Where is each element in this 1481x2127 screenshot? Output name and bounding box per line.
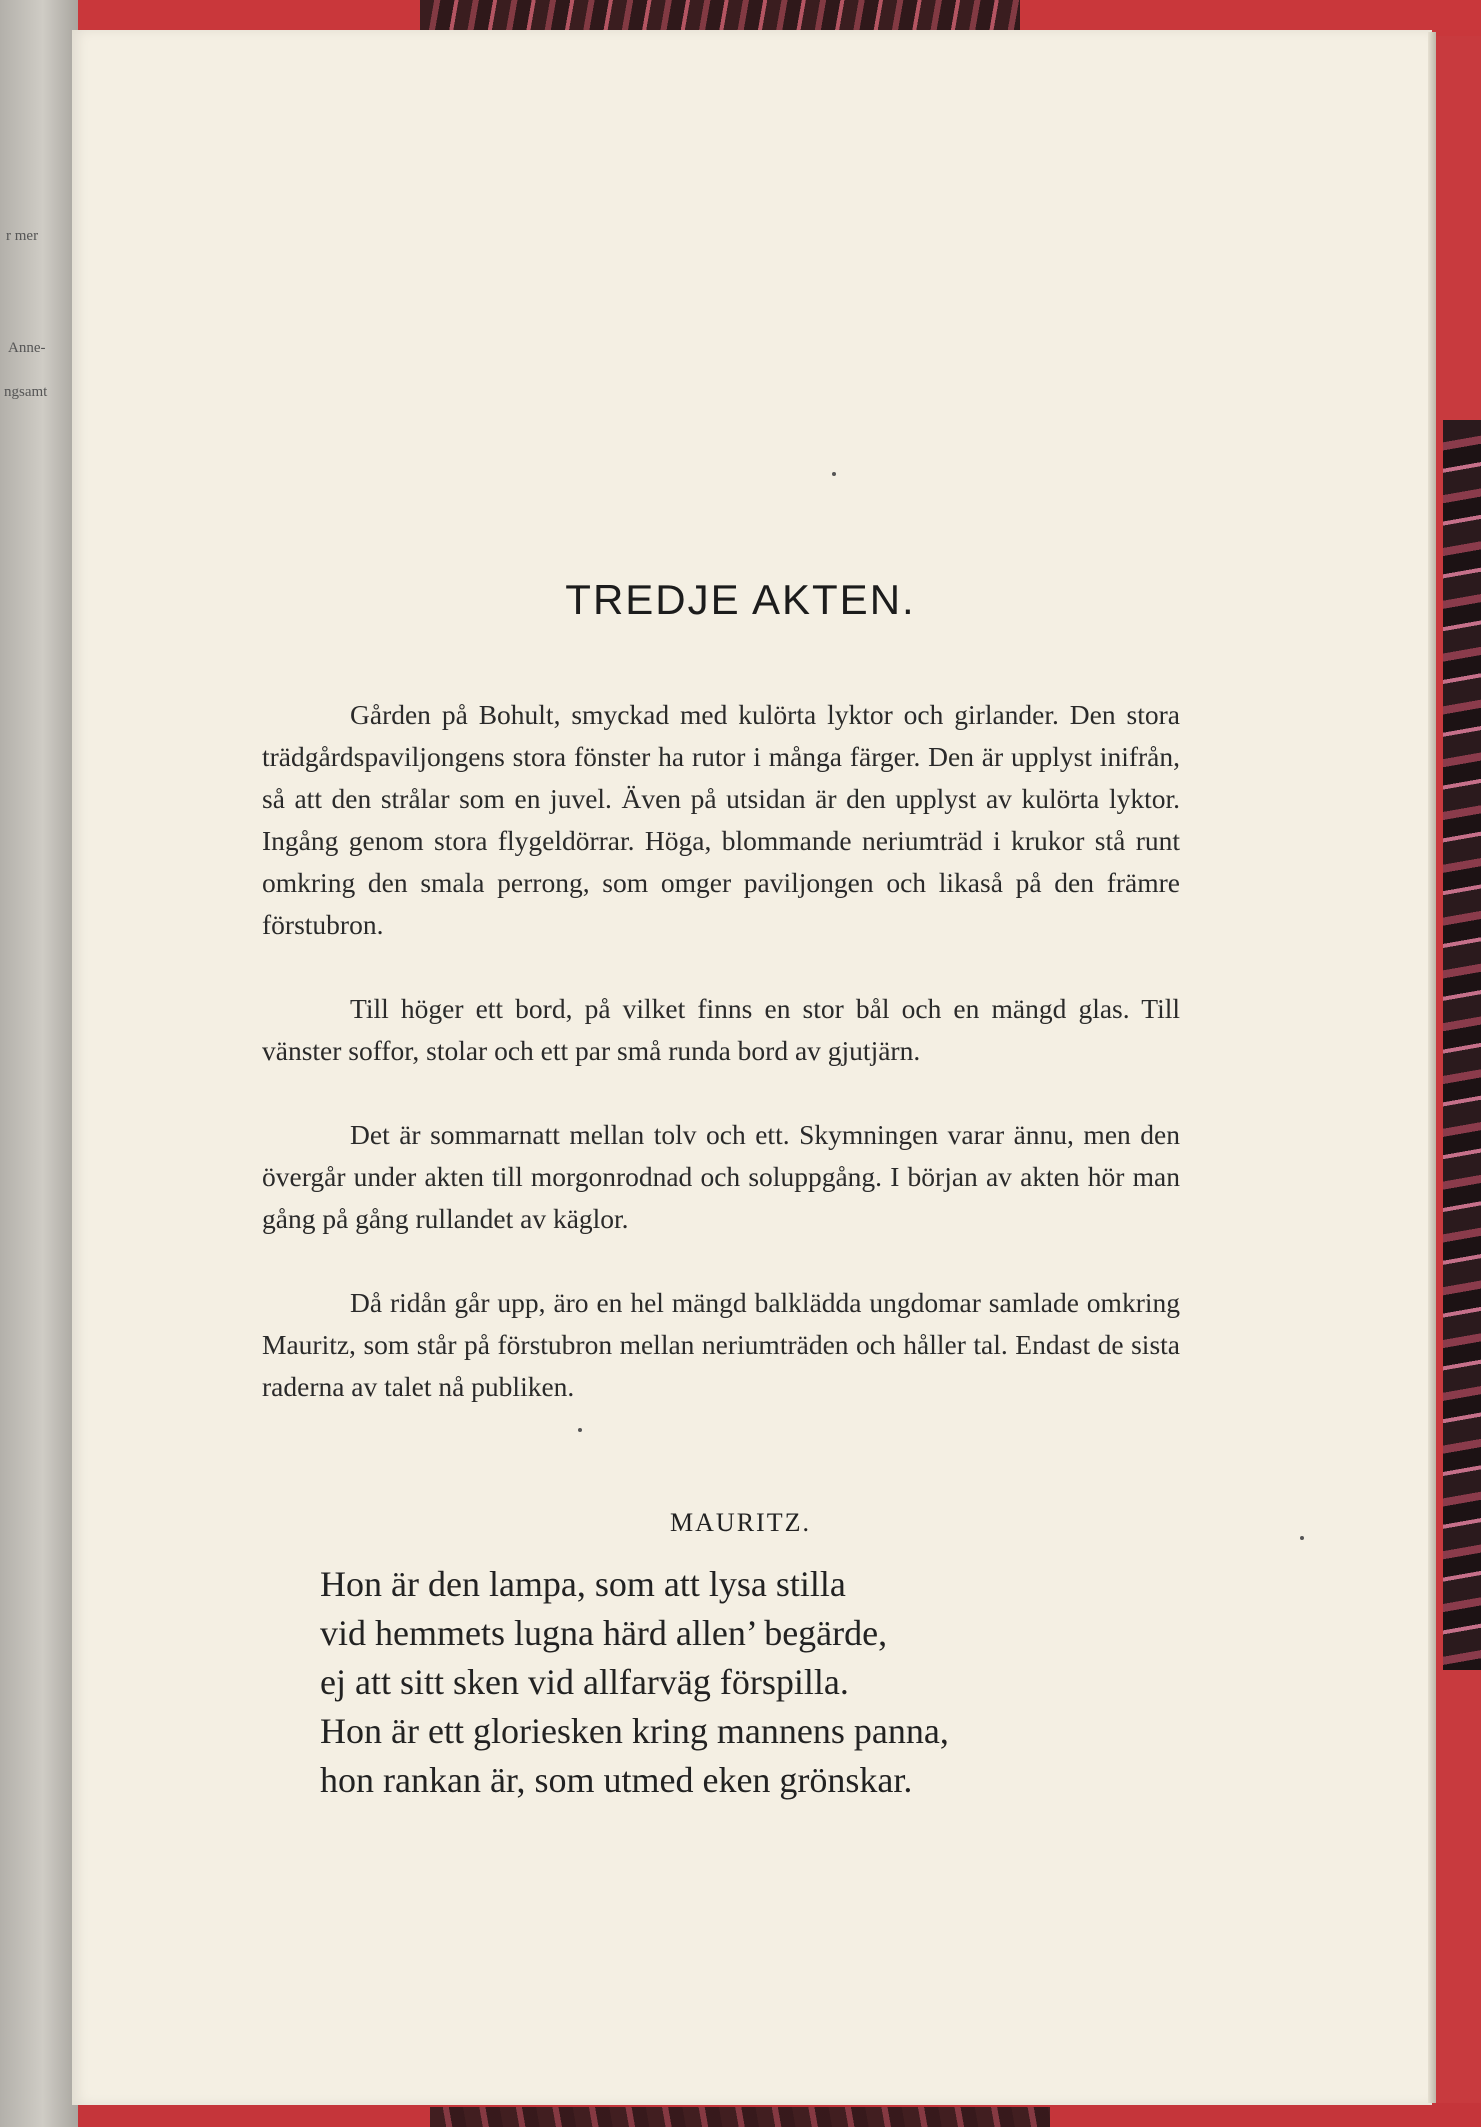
print-speck <box>578 1428 582 1432</box>
adjacent-page-fragment: r mer <box>6 228 39 244</box>
speaker-name: MAURITZ. <box>670 1508 811 1537</box>
marbled-edge-top <box>420 0 1020 30</box>
page-edge <box>1428 32 1436 2103</box>
verse-line: Hon är ett gloriesken kring mannens panna, <box>320 1711 949 1751</box>
verse-line: hon rankan är, som utmed eken grönskar. <box>320 1760 913 1800</box>
verse-block <box>320 1560 1220 1805</box>
verse-line: vid hemmets lugna härd allen’ begärde, <box>320 1613 888 1653</box>
stage-direction-paragraph: Det är sommarnatt mellan tolv och ett. Skymningen varar ännu, men den övergår under akten till morgonrodnad och soluppgång. I början av akten hör man gång på gång rullandet av käglor. <box>262 1119 1180 1234</box>
print-speck <box>832 472 836 476</box>
stage-direction-paragraph: Gården på Bohult, smyckad med kulörta lyktor och girlander. Den stora trädgårdspaviljongens stora fönster ha rutor i många färger. Den är upplyst inifrån, så att den strålar som en juvel. Även på utsidan är den upplyst av kulörta lyktor. Ingång genom stora flygeldörrar. Höga, blommande neriumträd i krukor stå runt omkring den smala perrong, som omger paviljongen och likaså på den främre förstubron. <box>262 699 1180 940</box>
marbled-edge-bottom <box>430 2107 1050 2127</box>
adjacent-page <box>0 0 78 2127</box>
adjacent-page-fragment: ngsamt <box>4 384 48 400</box>
stage-direction-paragraph: Till höger ett bord, på vilket finns en stor bål och en mängd glas. Till vänster soffor, stolar och ett par små runda bord av gjutjärn. <box>262 993 1180 1066</box>
verse-line: ej att sitt sken vid allfarväg förspilla. <box>320 1662 849 1702</box>
adjacent-page-fragment: Anne- <box>8 340 46 356</box>
act-title: TREDJE AKTEN. <box>565 576 916 623</box>
stage-direction-paragraph: Då ridån går upp, äro en hel mängd balklädda ungdomar samlade omkring Mauritz, som står på förstubron mellan neriumträden och håller tal. Endast de sista raderna av talet nå publiken. <box>262 1287 1180 1402</box>
verse-line: Hon är den lampa, som att lysa stilla <box>320 1564 846 1604</box>
